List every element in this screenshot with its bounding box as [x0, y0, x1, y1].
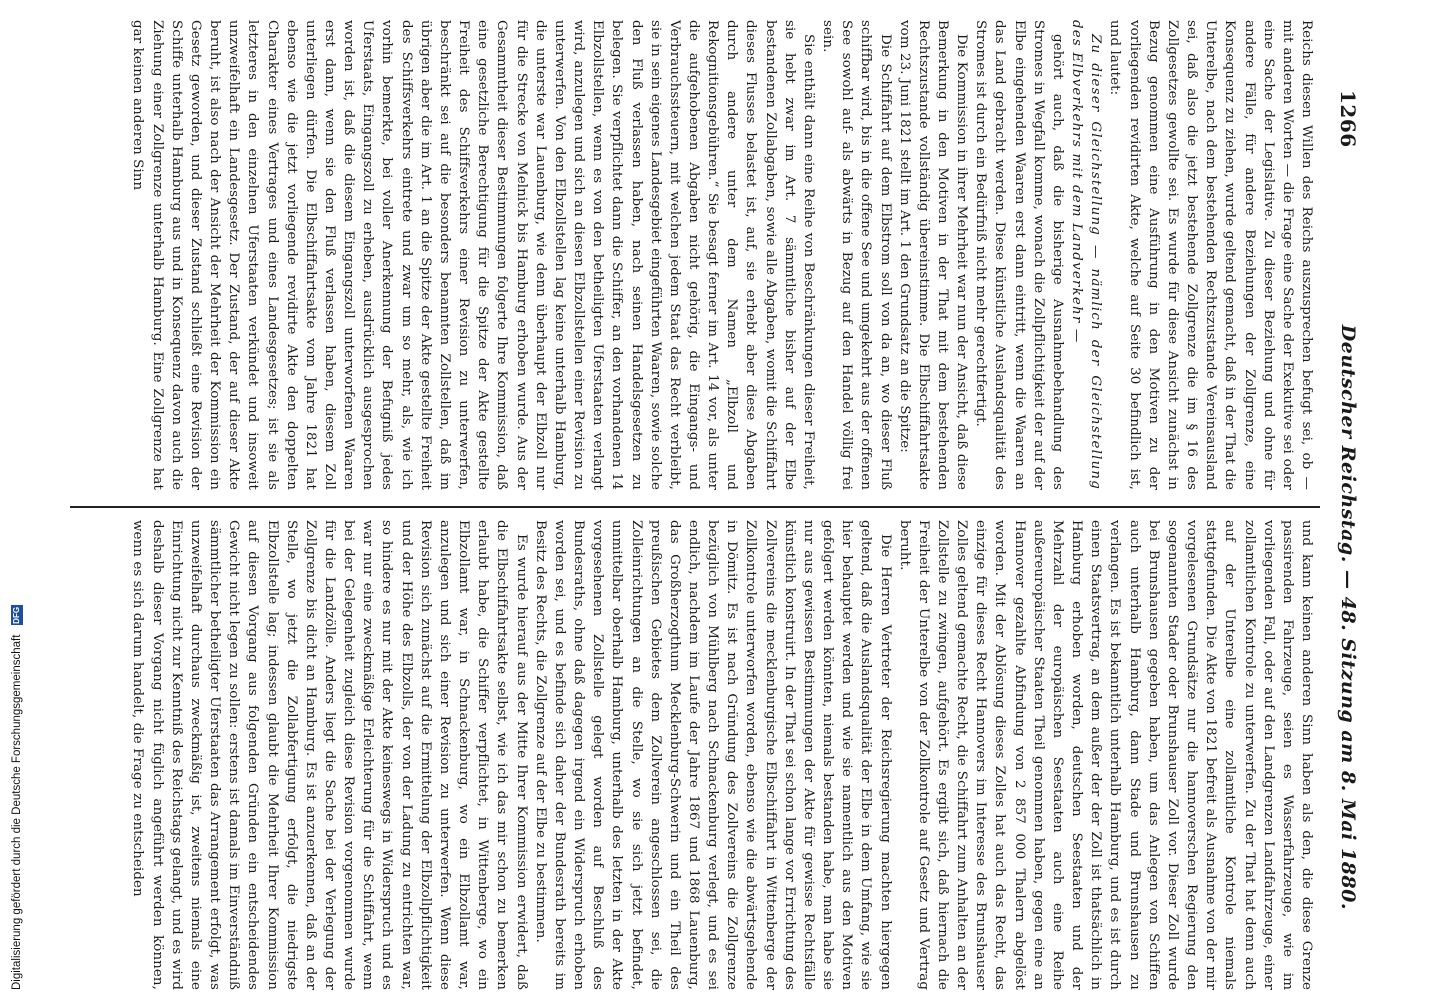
text-column-right	[76, 520, 1316, 990]
column-divider	[70, 506, 1320, 508]
paragraph: Es wurde hierauf aus der Mitte Ihrer Kommission erwidert, daß die Elbschiffahrtsakte selbst, wie ich das mir schon zu bemerken erlaubt habe, die Schiffer verpflichtet, in Wittenberge, wo ein Elbzollamt war, in Schnackenburg, wo ein Elbzollamt war, anzulegen und sich einer Revision zu unterwerfen. Wenn diese Revision sich zunächst auf die Ermittelung der Elbzollpflichtigkeit und der Höhe des Elbzolls, der von der Ladung zu entrichten war, so hindere es nur mit der Akte keineswegs in Widerspruch und es war nur eine zweckmäßige Erleichterung für die Schiffahrt, wenn bei der Gelegenheit zugleich diese Revision vorgenommen wurde für die Landzölle. Anders liegt die Sache bei der Verlegung der Zollgrenze bis dicht an Hamburg. Es ist anzuerkennen, daß an der Stelle, wo jetzt die Zollabfertigung erfolgt, die niedrigste Elbzollstelle lag; indessen glaubt die Mehrheit Ihrer Kommission auf diesen Vorgang aus folgenden Gründen ein entscheidendes Gewicht nicht legen zu sollen: erstens ist damals im Einverständniß sämmtlicher betheiligter Uferstaaten das Arrangement erfolgt, was unzweifelhaft durchaus zweckmäßig ist, zweitens niemals eine Einrichtung nicht zur Kenntniß des Reichstags gelangt, und es wird deshalb dieser Vorgang nicht füglich angeführt werden können, wenn es sich darum handelt, die Frage zu entscheiden	[130, 520, 529, 990]
page-header	[1330, 90, 1366, 910]
text-column-left	[76, 20, 1316, 490]
paragraph: gehört auch, daß die bisherige Ausnahmebehandlung des Stromes in Wegfall komme, wonach die Zollpflichtigkeit der auf der Elbe eingehenden Waaren erst dann eintritt, wenn die Waaren an das Land gebracht werden. Diese künstliche Auslandsqualität des Stromes ist durch ein Bedürfniß nicht mehr gerechtfertigt.	[973, 20, 1065, 490]
dfg-logo: DFG	[11, 606, 21, 624]
paragraph-quote: Die Schiffahrt auf dem Elbstrom soll von da an, wo dieser Fluß schiffbar wird, bis in die offene See und umgekehrt aus der offenen See sowohl auf- als abwärts in Bezug auf den Handel völlig frei sein.	[820, 20, 893, 490]
digitization-credit	[6, 600, 26, 990]
paragraph: Reichs diesen Willen des Reichs auszusprechen befugt sei, ob — mit anderen Worten — die Frage eine Sache der Exekutive sei oder eine Sache der Legislative. Zu dieser Beziehung und ohne für andere Fälle, für andere Beziehungen der Zollgrenze, eine Konsequenz zu ziehen, wurde geltend gemacht, daß in der That die Unterelbe, nach dem bestehenden Rechtszustande Vereinsausland sei, daß also die jetzt bestehende Zollgrenze die im § 16 des Zollgesetzes gewollte sei. Es wurde für diese Ansicht zunächst in Bezug genommen eine Ausführung in den Motiven zu der vorliegenden revidirten Akte, welche auf Seite 30 befindlich ist, und lautet:	[1107, 20, 1314, 490]
paragraph: Die Kommission in ihrer Mehrheit war nun der Ansicht, daß diese Bemerkung in den Motiven in der That mit dem bestehenden Rechtszustande vollständig übereinstimme. Die Elbschiffahrtsakte vom 23. Juni 1821 stellt im Art. 1 den Grundsatz an die Spitze:	[896, 20, 970, 490]
paragraph: Die Herren Vertreter der Reichsregierung machten hiergegen geltend, daß die Auslandsqualität der Elbe in dem Umfang, wie sie hier behauptet werden und wie sie namentlich aus den Motiven gefolgert werden könnten, niemals bestanden habe, man habe sie nur aus gewissen Bestimmungen der Akte für gewisse Rechtsfälle künstlich konstruirt. In der That sei schon lange vor Errichtung des Zollvereins die mecklenburgische Elbschiffahrt in Wittenberge der Zollkontrole unterworfen worden, ebenso wie die abwärtsgehende in Dömitz. Es ist nach Gründung des Zollvereins die Zollgrenze bezüglich von Mühlberg nach Schnackenburg verlegt, und es sei endlich, nachdem im Laufe der Jahre 1867 und 1868 Lauenburg, das Großherzogthum Mecklenburg-Schwerin und ein Theil des preußischen Gebietes dem Zollverein angeschlossen sei, die Zolleinrichtungen an die Stelle, wo sie sich jetzt befindet, unmittelbar oberhalb Hamburg, unterhalb des letzten in der Akte vorgesehenen Zollstelle gelegt worden auf Beschluß des Bundesraths, ohne daß dagegen irgend ein Widerspruch erhoben worden sei, und es befinde sich daher der Bundesrath bereits im Besitz des Rechts, die Zollgrenze auf der Elbe zu bestimmen.	[532, 520, 893, 990]
page-number: 1266	[1336, 90, 1360, 148]
paragraph-quote: Zu dieser Gleichstellung — nämlich der Gleichstellung des Elbverkehrs mit dem Landverkehr —	[1069, 20, 1104, 490]
paragraph: und kann keinen anderen Sinn haben als den, die diese Grenze passirenden Fahrzeuge, seien es Wasserfahrzeuge, wie im vorliegenden Fall, oder auf den Landgrenzen Landfahrzeuge, einer zollamtlichen Kontrole zu unterwerfen. Zu der That hat denn auch auf der Unterelbe eine zollamtliche Kontrole niemals stattgefunden. Die Akte von 1821 befreit als Ausnahme von der mir vorgelesenen Grundsätze nur die hannoverschen Regierung den sogenannten Stader oder Brunshauser Zoll vor. Dieser Zoll wurde bei Brunshausen gegeben haben, um das Anlegen von Schiffen auch unterhalb Hamburg, dann Stade und Brunshausen zu verlangen. Es ist bekanntlich unterhalb Hamburg, und es ist durch einen Staatsvertrag, an dem außer der der Zoll ist thatsächlich in Hamburg erhoben worden, deutschen Seestaaten und der Mehrzahl der europäischen Seestaaten auch eine Reihe außereuropäischer Staaten Theil genommen haben, gegen eine an Hannover gezahlte Abfindung von 2 857 000 Thalern abgelöst worden. Mit der Ablösung dieses Zolles hat auch das Recht, das einzige für dieses Recht Hannovers im Interesse des Brunshauser Zolles geltend gemachte Recht, die Schiffahrt zum Anhalten an der Zollstelle zu zwingen, aufgehört. Es ergibt sich, daß hiernach die Freiheit der Unterelbe von der Zollkontrole auf Gesetz und Vertrag beruht.	[896, 520, 1314, 990]
rotated-document-page	[56, 0, 1376, 1000]
paragraph: Sie enthält dann eine Reihe von Beschränkungen dieser Freiheit, sie hebt zwar im Art. 7 sämmtliche bisher auf der Elbe bestandenen Zollabgaben, sowie alle Abgaben, womit die Schiffahrt dieses Flusses belastet ist, auf, sie erhebt aber diese Abgaben durch andere unter dem Namen „Elbzoll und Rekognitionsgebühren.“ Sie besagt ferner im Art. 14 vor, als unter die aufgehobenen Abgaben nicht gehörig, die Eingangs- und Verbrauchssteuern, mit welchen jedem Staat das Recht verbleibt, sie in sein eigenes Landesgebiet eingeführten Waaren, sowie solche den Fluß verlassen haben, nach seinen Handelsgesetzen zu belegen. Sie verpflichtet dann die Schiffer, an den vorhandenen 14 Elbzollstellen, wenn es von den betheiligten Uferstaaten verlangt wird, anzulegen und sich an diesen Elbzollstellen einer Revision zu unterwerfen. Von den Elbzollstellen lag keine unterhalb Hamburg, die unterste war Lauenburg, wie denn überhaupt der Elbzoll nur für die Strecke von Melnick bis Hamburg erhoben wurde. Aus der Gesammtheit dieser Bestimmungen folgerte Ihre Kommission, daß eine gesetzliche Berechtigung für die Spitze der Akte gestellte Freiheit des Schiffsverkehrs einer Revision zu unterwerfen, beschränkt sei auf die besonders benannten Zollstellen, daß im übrigen aber die im Art. 1 an die Spitze der Akte gestellte Freiheit des Schiffsverkehrs eintrete und zwar um so mehr, als, wie ich vorhin bemerkte, bei voller Anerkennung der Befugniß jedes Uferstaats, Eingangszoll zu erheben, ausdrücklich ausgesprochen worden ist, daß die diesem Eingangszoll unterworfenen Waaren erst dann, wenn sie den Fluß verlassen haben, diesem Zoll unterliegen dürfen. Die Elbschiffahrtsakte vom Jahre 1821 hat ebenso wie die jetzt vorliegende revidirte Akte den doppelten Charakter eines Vertrages und eines Landesgesetzes; ist sie als letzteres in den einzelnen Uferstaaten verkündet und insoweit unzweifelhaft ein Landesgesetz. Der Zustand, der auf dieser Akte beruht, ist also nach der Ansicht der Mehrheit der Kommission ein Gesetz geworden, und dieser Zustand schließt eine Revision der Schiffe unterhalb Hamburg aus und in Konsequenz davon auch die Ziehung einer Zollgrenze unterhalb Hamburg. Eine Zollgrenze hat gar keinen anderen Sinn	[130, 20, 816, 490]
credit-text: Digitalisierung gefördert durch die Deutsche Forschungsgemeinschaft	[11, 634, 23, 990]
running-title: Deutscher Reichstag. — 48. Sitzung am 8. Mai 1880.	[1337, 324, 1359, 910]
